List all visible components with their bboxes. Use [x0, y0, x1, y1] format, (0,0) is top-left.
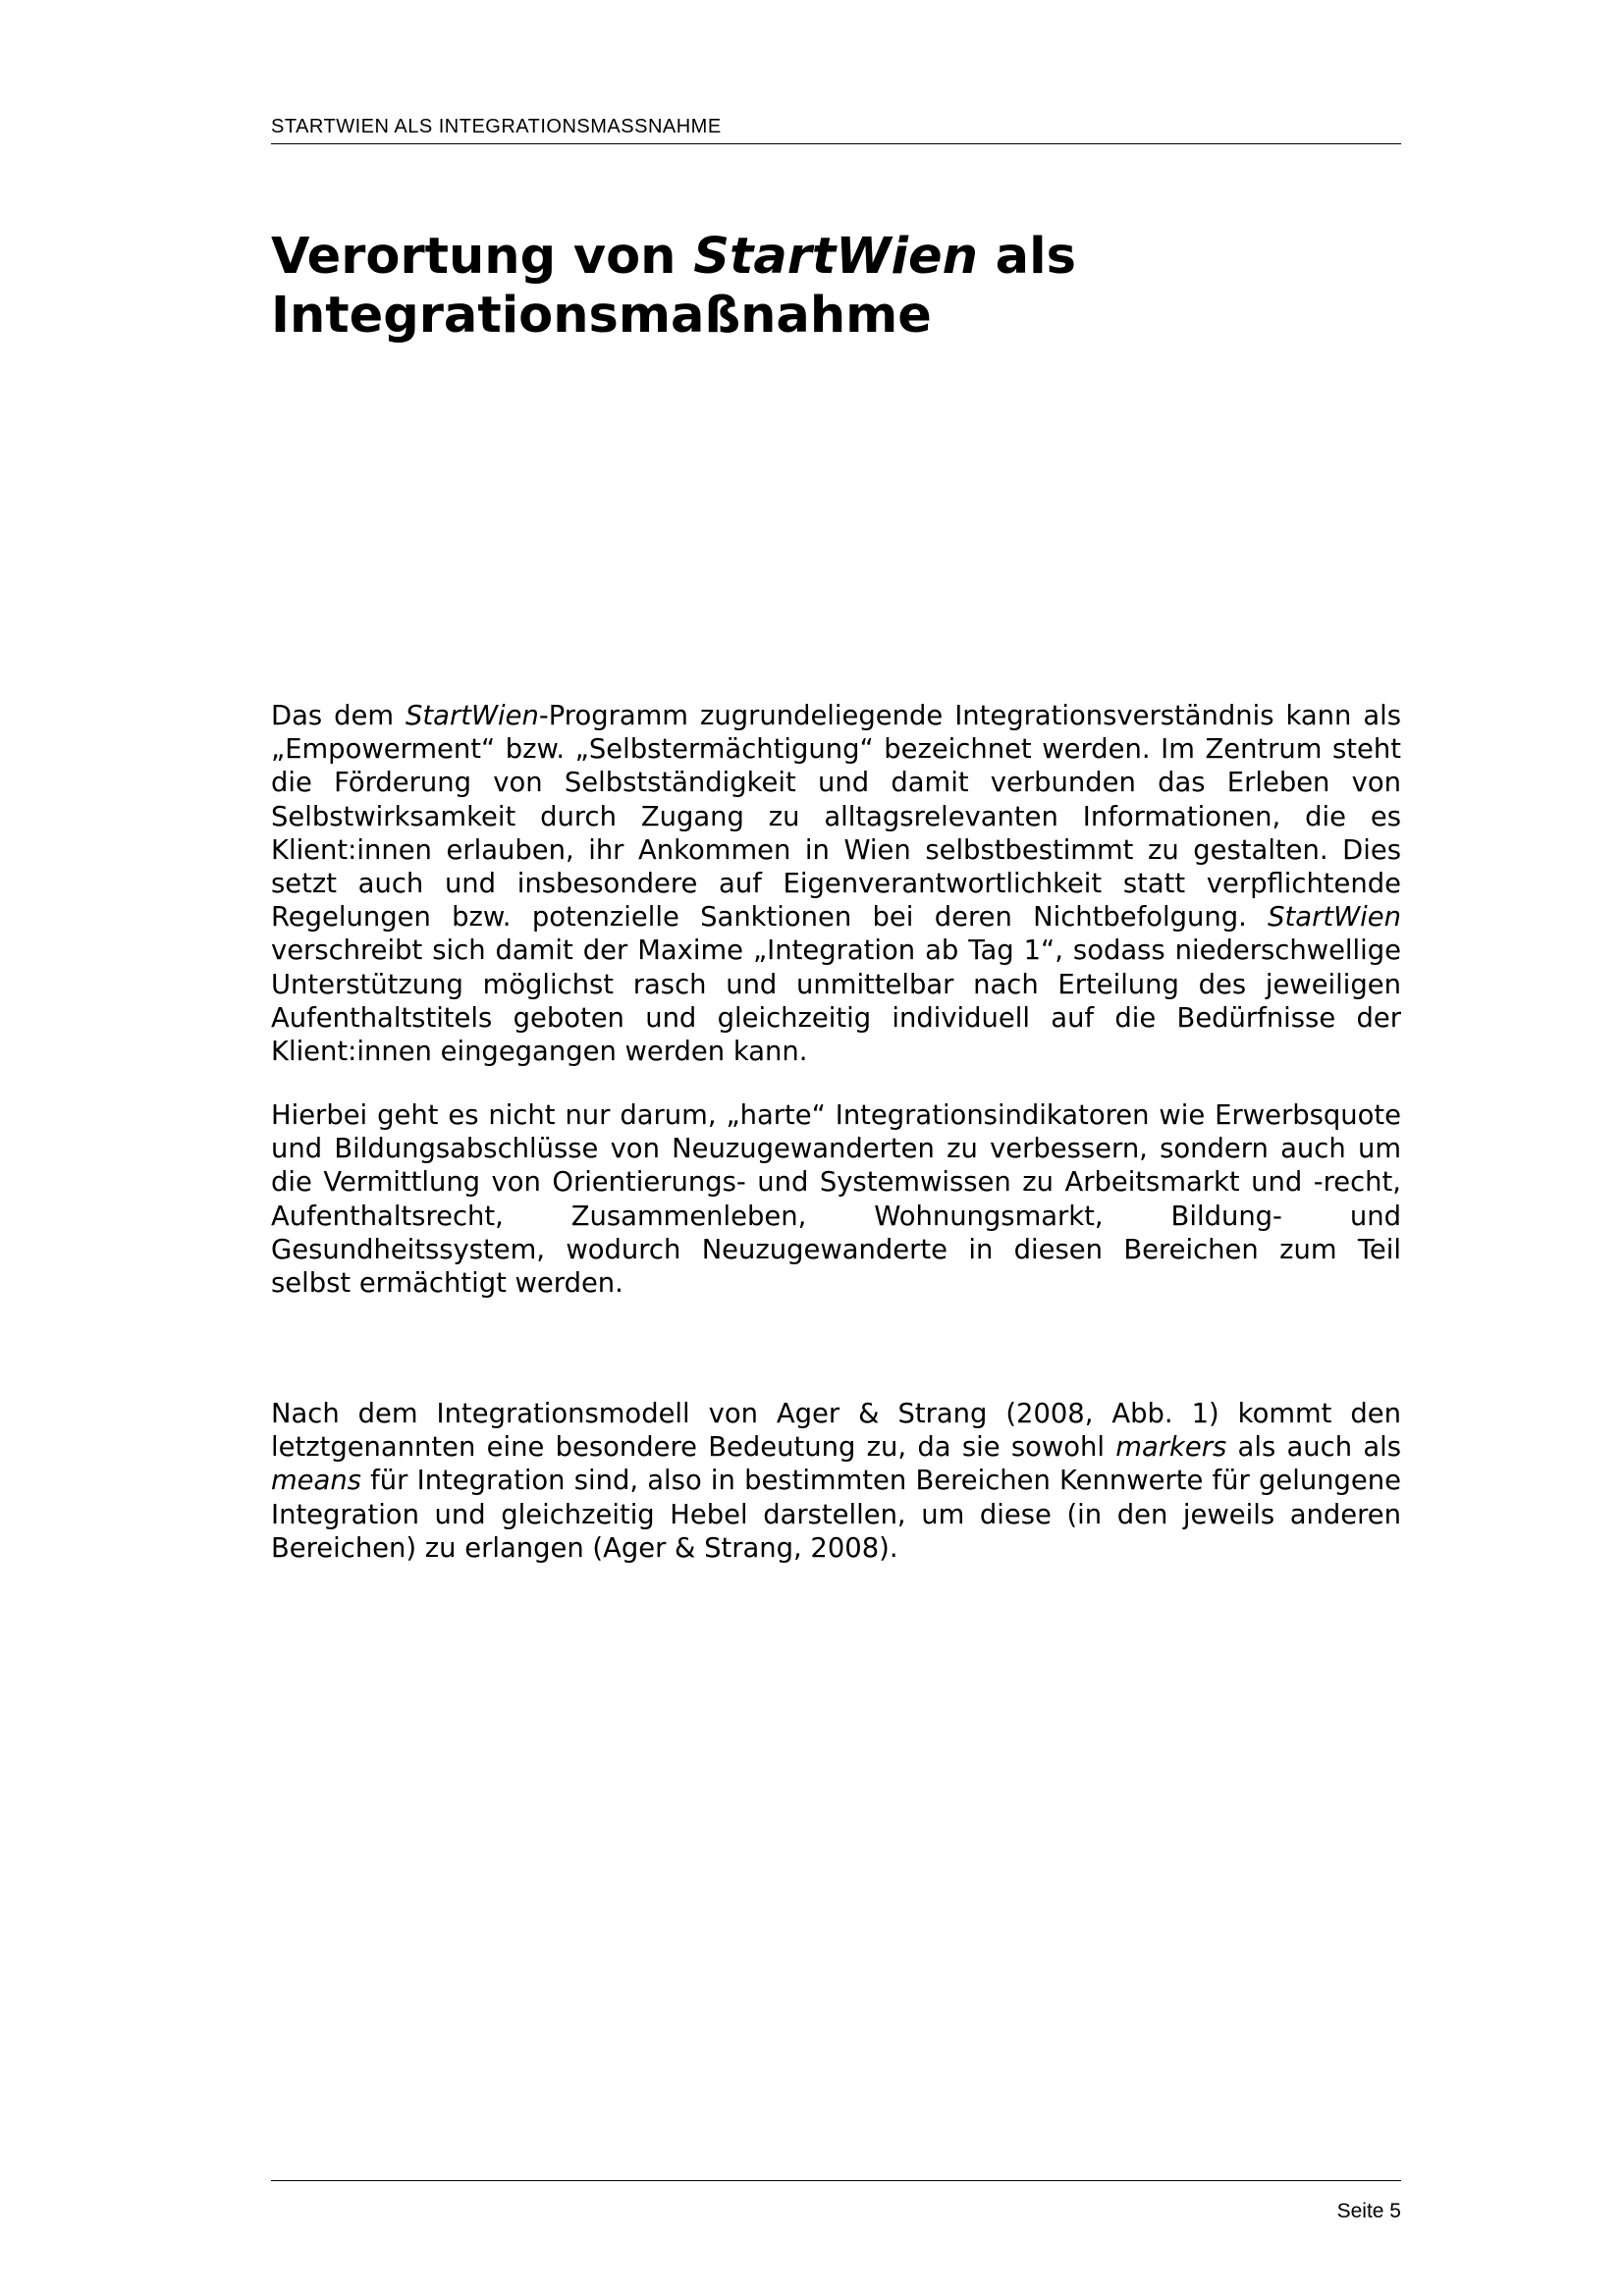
title-part-2: als Integrationsmaßnahme	[271, 228, 1076, 345]
paragraph-empowerment	[271, 700, 1401, 1069]
header-divider	[271, 143, 1401, 144]
title-emphasis: StartWien	[693, 228, 978, 286]
p1-text-1: Das dem	[271, 701, 406, 731]
footer-divider	[271, 2180, 1401, 2181]
p3-text-1: Nach dem Integrationsmodell von Ager & Strang (2008, Abb. 1) kommt den letztgenannten eine besondere Bedeutung zu, da sie sowohl	[271, 1399, 1401, 1464]
running-header: STARTWIEN ALS INTEGRATIONSMASSNAHME	[271, 116, 722, 137]
p3-text-3: für Integration sind, also in bestimmten Bereichen Kennwerte für gelungene Integration und gleichzeitig Hebel darstellen, um diese (in den jeweils anderen Bereichen) zu erlangen (Ager & Strang, 2008).	[271, 1466, 1401, 1564]
paragraph-indicators	[271, 1099, 1401, 1301]
paragraph-integration-model	[271, 1398, 1401, 1566]
p3-text-2: als auch als	[1226, 1432, 1402, 1464]
p1-emphasis-1: StartWien	[406, 701, 539, 731]
p3-emphasis-means: means	[271, 1466, 361, 1497]
p3-emphasis-markers: markers	[1115, 1432, 1227, 1464]
p1-text-2: -Programm zugrundeliegende Integrationsverständnis kann als „Empowerment“ bzw. „Selbstermächtigung“ bezeichnet werden. Im Zentrum steht die Förderung von Selbstständigkeit und damit verbunden das Erleben von Selbstwirksamkeit durch Zugang zu alltagsrelevanten Informationen, die es Klient:innen erlauben, ihr Ankommen in Wien selbstbestimmt zu gestalten. Dies setzt auch und insbesondere auf Eigenverantwortlichkeit statt verpflichtende Regelungen bzw. potenzielle Sanktionen bei deren Nichtbefolgung.	[271, 701, 1401, 934]
p1-text-3: verschreibt sich damit der Maxime „Integration ab Tag 1“, sodass niederschwellige Unterstützung möglichst rasch und unmittelbar nach Erteilung des jeweiligen Aufenthaltstitels geboten und gleichzeitig individuell auf die Bedürfnisse der Klient:innen eingegangen werden kann.	[271, 935, 1401, 1068]
p2-text: Hierbei geht es nicht nur darum, „harte“ Integrationsindikatoren wie Erwerbsquote und Bildungsabschlüsse von Neuzugewanderten zu verbessern, sondern auch um die Vermittlung von Orientierungs- und Systemwissen zu Arbeitsmarkt und -recht, Aufenthaltsrecht, Zusammenleben, Wohnungsmarkt, Bildung- und Gesundheitssystem, wodurch Neuzugewanderte in diesen Bereichen zum Teil selbst ermächtigt werden.	[271, 1100, 1401, 1300]
page-title	[271, 228, 1401, 346]
title-part-1: Verortung von	[271, 228, 694, 286]
p1-emphasis-2: StartWien	[1268, 902, 1401, 934]
page-number: Seite 5	[1336, 2200, 1401, 2222]
